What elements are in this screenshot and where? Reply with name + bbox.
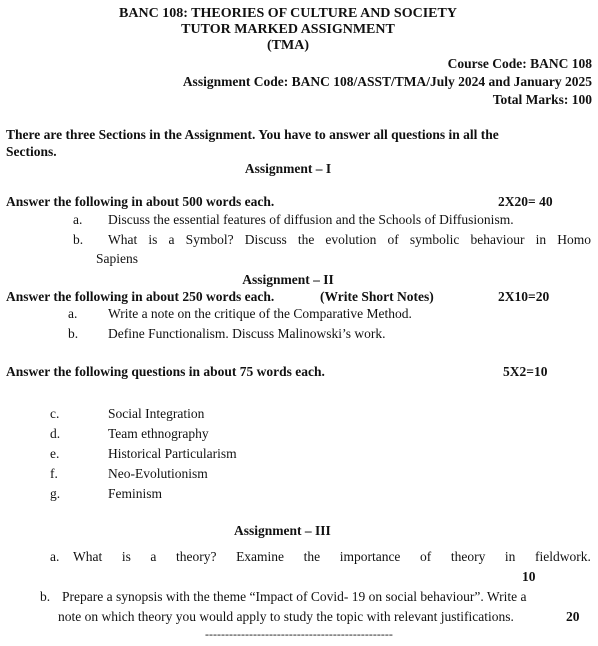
section-2-instruction-2: Answer the following questions in about 75 words each. [6,364,325,379]
q2d-text: Team ethnography [108,426,209,441]
section-2-heading: Assignment – II [242,272,334,287]
section-1-marks: 2X20= 40 [498,194,553,209]
q3a-word: a [150,549,157,564]
q3a-word: theory [450,549,486,564]
q3b-line-1: Prepare a synopsis with the theme “Impact of Covid- 19 on social behaviour”. Write a [62,589,527,604]
q1b-text-cont: Sapiens [96,251,138,266]
section-1-heading: Assignment – I [244,161,332,176]
q2f-text: Neo-Evolutionism [108,466,208,481]
q1b-label: b. [73,232,84,247]
q2e-text: Historical Particularism [108,446,237,461]
q3a-label: a. [50,549,60,564]
q3b-line-2: note on which theory you would apply to study the topic with relevant justifications. [58,609,514,624]
section-2-marks: 2X10=20 [498,289,550,304]
q2a-label: a. [68,306,78,321]
q3a-word: importance [339,549,401,564]
q2e-label: e. [50,446,60,461]
q3a-word: the [303,549,321,564]
total-marks: Total Marks: 100 [492,92,592,107]
intro-line-2: Sections. [6,144,57,159]
q3a-word: Examine [236,549,285,564]
q3a-word: of [420,549,432,564]
q3a-word: theory? [176,549,217,564]
q2c-label: c. [50,406,60,421]
section-3-heading: Assignment – III [234,523,331,538]
q2b-text: Define Functionalism. Discuss Malinowski’s work. [108,326,386,341]
q3b-label: b. [40,589,51,604]
q3a-word: fieldwork. [535,549,591,564]
q2g-label: g. [50,486,61,501]
q2f-label: f. [50,466,58,481]
q2a-text: Write a note on the critique of the Comparative Method. [108,306,412,321]
q3b-marks: 20 [566,609,580,624]
q3a-marks: 10 [522,569,536,584]
section-2-note: (Write Short Notes) [320,289,434,304]
q2g-text: Feminism [108,486,163,501]
q3a-word: in [504,549,516,564]
title-line-1: BANC 108: THEORIES OF CULTURE AND SOCIETY [119,6,457,21]
q2d-label: d. [50,426,61,441]
q3a-text [73,549,591,565]
q1a-text: Discuss the essential features of diffusion and the Schools of Diffusionism. [108,212,514,227]
q1b-text: What is a Symbol? Discuss the evolution of symbolic behaviour in Homo [108,232,591,247]
assignment-code: Assignment Code: BANC 108/ASST/TMA/July 2024 and January 2025 [182,74,592,89]
title-line-2: TUTOR MARKED ASSIGNMENT [181,22,395,37]
q3a-word: is [121,549,131,564]
title-line-3: (TMA) [267,38,309,53]
section-2-marks-2: 5X2=10 [503,364,548,379]
course-code: Course Code: BANC 108 [447,56,592,71]
section-2-instruction: Answer the following in about 250 words each. [6,289,275,304]
intro-line-1: There are three Sections in the Assignment. You have to answer all questions in all the [6,127,499,142]
q2c-text: Social Integration [108,406,205,421]
section-1-instruction: Answer the following in about 500 words each. [6,194,275,209]
q2b-label: b. [68,326,79,341]
q3a-word: What [73,549,103,564]
q1a-label: a. [73,212,83,227]
footer-divider: ----------------------------------------------- [205,627,393,641]
